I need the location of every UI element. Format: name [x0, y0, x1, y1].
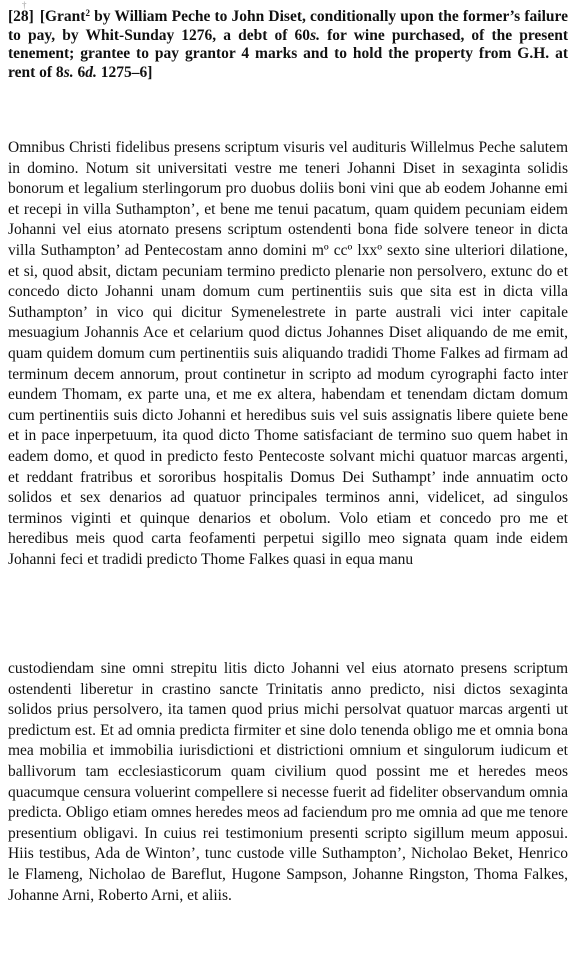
page-mark: †: [22, 0, 27, 10]
heading-intro: [Grant: [39, 8, 86, 25]
heading-shillings-1: s.: [310, 26, 320, 44]
heading-text-a: by William Peche to John Diset, conditionally upon the former’s failure to pay, by Whit-Sunday 1276, a debt of 60: [8, 8, 568, 44]
heading-text-b: for wine purchased, of the present tenement; grantee to pay grantor 4 marks and to hold the property from G.H. at rent of 8: [8, 26, 569, 81]
footnote-ref[interactable]: 2: [85, 8, 90, 18]
charter-text-part-2: custodiendam sine omni strepitu litis dicto Johanni vel eius atornato presens scriptum ostendenti liberetur in crastino sancte Trinitatis anno predicto, nisi dictos sexaginta solidos prius persolvero, ita tamen quod prius michi persolvat quatuor marcas argenti ut predictum est. Et ad omnia predicta firmiter et sine dolo tenenda obligo me et omnia bona mea mobilia et immobilia iurisdictioni et districtioni omnium et singulorum iudicum et ballivorum tam ecclesiasticorum quam civilium quod possint me et heredes meos quacumque censura voluerint compellere si necesse fuerit ad fideliter observandum omnia predicta. Obligo etiam omnes heredes meos ad faciendum pro me omnia ad que me tenore presentium obligavi. In cuius rei testimonium presenti scripto sigillum meum apposui. Hiis testibus, Ada de Winton’, tunc custode ville Suthampton’, Nicholao Beket, Henrico le Flameng, Nicholao de Bareflut, Hugone Sampson, Johanne Ringston, Thoma Falkes, Johanne Arni, Roberto Arni, et aliis.: [8, 660, 568, 904]
heading-text-d: 1275–6]: [96, 63, 153, 81]
charter-heading: [8, 8, 568, 82]
heading-pence: d.: [85, 63, 97, 81]
charter-number: [28]: [8, 8, 34, 25]
charter-text-part-1: Omnibus Christi fidelibus presens scriptum visuris vel audituris Willelmus Peche salutem in domino. Notum sit universitati vestre me teneri Johanni Diset in sexaginta solidis bonorum et legalium sterlingorum pro duobus doliis boni vini que ab eodem Johanne emi et recepi in villa Suthampton’, et bene me tenui pacatum, quam quidem pecuniam eidem Johanni vel eius atornato presens scriptum ostendenti bona fide solvere teneor in dicta villa Suthampton’ ad Pentecostam anno domini mº ccº lxxº sexto sine ulteriori dilatione, et si, quod absit, dictam pecuniam termino predicto plenarie non persolvero, extunc do et concedo dicto Johanni unam domum cum pertinentiis suis que sita est in dicta villa Suthampton’ in vico qui dicitur Symenelestrete in parte australi vici inter capitale mesuagium Johannis Ace et celarium quod dictus Johannes Diset aliquando de me emit, quam quidem domum cum pertinentiis suis aliquando tradidi Thome Falkes ad firmam ad terminum decem annorum, prout continetur in scripto ad modum cyrographi facto inter eundem Thomam, ex parte una, et me ex altera, habendam et tenendam dictam domum cum pertinentiis suis dicto Johanni et heredibus suis vel suis assignatis libere quiete bene et in pace inperpetuum, ita quod dicto Thome satisfaciant de termino suo quem habet in eadem domo, et quod in predicto festo Pentecoste solvant michi quatuor marcas argenti, et reddant fratribus et sororibus hospitalis Domus Dei Suthampt’ inde annuatim octo solidos et sex denarios ad quatuor principales terminos anni, videlicet, ad singulos terminos viginti et quinque denarios et obolum. Volo etiam et concedo pro me et heredibus meis quod carta feofamenti perpetui sigillo meo signata quam inde eidem Johanni feci et tradidi predicto Thome Falkes quasi in equa manu: [8, 139, 568, 568]
heading-text-c: 6: [73, 63, 86, 81]
heading-shillings-2: s.: [63, 63, 74, 81]
